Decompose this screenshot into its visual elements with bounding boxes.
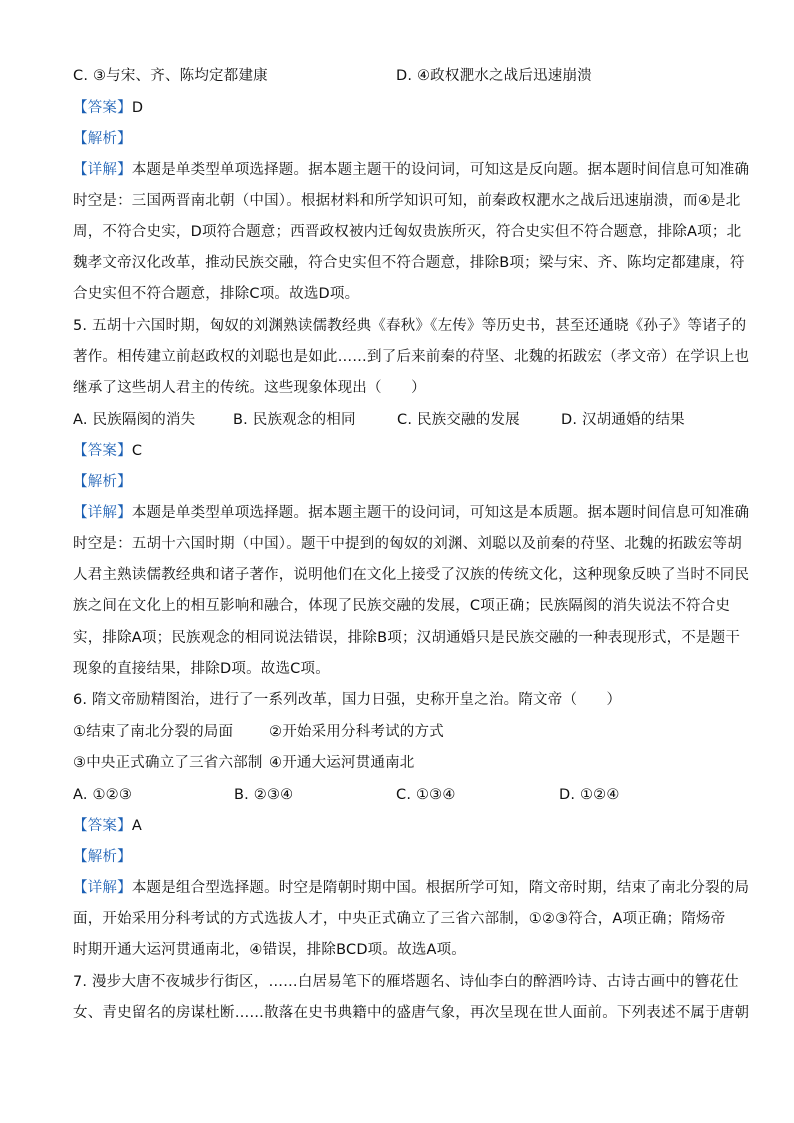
q6-item-4: ④开通大运河贯通南北: [269, 755, 415, 771]
answer-value: A: [131, 818, 142, 834]
q5-detail-line: 现象的直接结果，排除D项。故选C项。: [73, 661, 330, 677]
q6-option-b: B. ②③④: [234, 787, 294, 803]
q4-option-d: D. ④政权淝水之战后迅速崩溃: [396, 68, 592, 84]
answer-tag: 【答案】: [73, 818, 132, 834]
q4-option-c: C. ③与宋、齐、陈均定都建康: [73, 68, 268, 84]
q6-answer: [73, 816, 142, 836]
q7-stem-line: 7. 漫步大唐不夜城步行街区，……白居易笔下的雁塔题名、诗仙李白的醉酒吟诗、古诗古画中的簪花仕: [73, 974, 739, 990]
q4-analysis-tag: 【解析】: [73, 131, 132, 147]
detail-tag: 【详解】: [73, 505, 132, 521]
q6-detail-line: 【详解】本题是组合型选择题。时空是隋朝时期中国。根据所学可知，隋文帝时期，结束了南北分裂的局: [73, 880, 750, 896]
answer-tag: 【答案】: [73, 100, 132, 116]
q6-option-a: A. ①②③: [73, 787, 133, 803]
q4-detail-line: 周，不符合史实，D项符合题意；西晋政权被内迁匈奴贵族所灭，符合史实但不符合题意，排除A项；北: [73, 224, 742, 240]
q6-stem: 6. 隋文帝励精图治，进行了一系列改革，国力日强，史称开皇之治。隋文帝（ ）: [73, 692, 622, 708]
detail-tag: 【详解】: [73, 880, 132, 896]
q6-analysis-tag: 【解析】: [73, 849, 132, 865]
q6-item-3: ③中央正式确立了三省六部制: [73, 755, 263, 771]
q7-stem-line: 女、青史留名的房谋杜断……散落在史书典籍中的盛唐气象，再次呈现在世人面前。下列表述不属于唐朝: [73, 1005, 750, 1021]
q5-detail-line: 实，排除A项；民族观念的相同说法错误，排除B项；汉胡通婚只是民族交融的一种表现形式，不是题干: [73, 630, 741, 646]
q4-detail-line: 时空是：三国两晋南北朝（中国）。根据材料和所学知识可知，前秦政权淝水之战后迅速崩溃，而④是北: [73, 193, 741, 209]
q4-detail-line: 【详解】本题是单类型单项选择题。据本题主题干的设问词，可知这是反向题。据本题时间信息可知准确: [73, 162, 750, 178]
q5-detail-line: 族之间在文化上的相互影响和融合，体现了民族交融的发展，C项正确；民族隔阂的消失说法不符合史: [73, 598, 731, 614]
q6-detail-line: 面，开始采用分科考试的方式选拔人才，中央正式确立了三省六部制，①②③符合，A项正确；隋炀帝: [73, 911, 726, 927]
q5-stem-line: 著作。相传建立前赵政权的刘聪也是如此……到了后来前秦的苻坚、北魏的拓跋宏（孝文帝）在学识上也: [73, 349, 750, 365]
q5-option-d: D. 汉胡通婚的结果: [561, 412, 685, 428]
q5-stem-line: 5. 五胡十六国时期，匈奴的刘渊熟读儒教经典《春秋》《左传》等历史书，甚至还通晓《孙子》等诸子的: [73, 318, 747, 334]
q4-detail-line: 合史实但不符合题意，排除C项。故选D项。: [73, 286, 360, 302]
q6-item-2: ②开始采用分科考试的方式: [269, 724, 444, 740]
q6-option-c: C. ①③④: [396, 787, 456, 803]
q5-analysis-tag: 【解析】: [73, 474, 132, 490]
answer-value: D: [131, 100, 144, 116]
q5-option-a: A. 民族隔阂的消失: [73, 412, 196, 428]
q5-option-c: C. 民族交融的发展: [397, 412, 520, 428]
q6-detail-line: 时期开通大运河贯通南北，④错误，排除BCD项。故选A项。: [73, 942, 466, 958]
answer-tag: 【答案】: [73, 443, 132, 459]
q4-detail-line: 魏孝文帝汉化改革，推动民族交融，符合史实但不符合题意，排除B项；梁与宋、齐、陈均定都建康，符: [73, 255, 745, 271]
q5-detail-line: 时空是：五胡十六国时期（中国）。题干中提到的匈奴的刘渊、刘聪以及前秦的苻坚、北魏的拓跋宏等胡: [73, 536, 742, 552]
q5-stem-line: 继承了这些胡人君主的传统。这些现象体现出（ ）: [73, 380, 426, 396]
q5-option-b: B. 民族观念的相同: [233, 412, 356, 428]
answer-value: C: [131, 443, 143, 459]
q5-answer: [73, 441, 142, 461]
q6-option-d: D. ①②④: [559, 787, 620, 803]
detail-tag: 【详解】: [73, 162, 132, 178]
q5-detail-line: 人君主熟读儒教经典和诸子著作，说明他们在文化上接受了汉族的传统文化，这种现象反映了当时不同民: [73, 567, 750, 583]
q4-answer: [73, 98, 143, 118]
q6-item-1: ①结束了南北分裂的局面: [73, 724, 234, 740]
q5-detail-line: 【详解】本题是单类型单项选择题。据本题主题干的设问词，可知这是本质题。据本题时间信息可知准确: [73, 505, 750, 521]
